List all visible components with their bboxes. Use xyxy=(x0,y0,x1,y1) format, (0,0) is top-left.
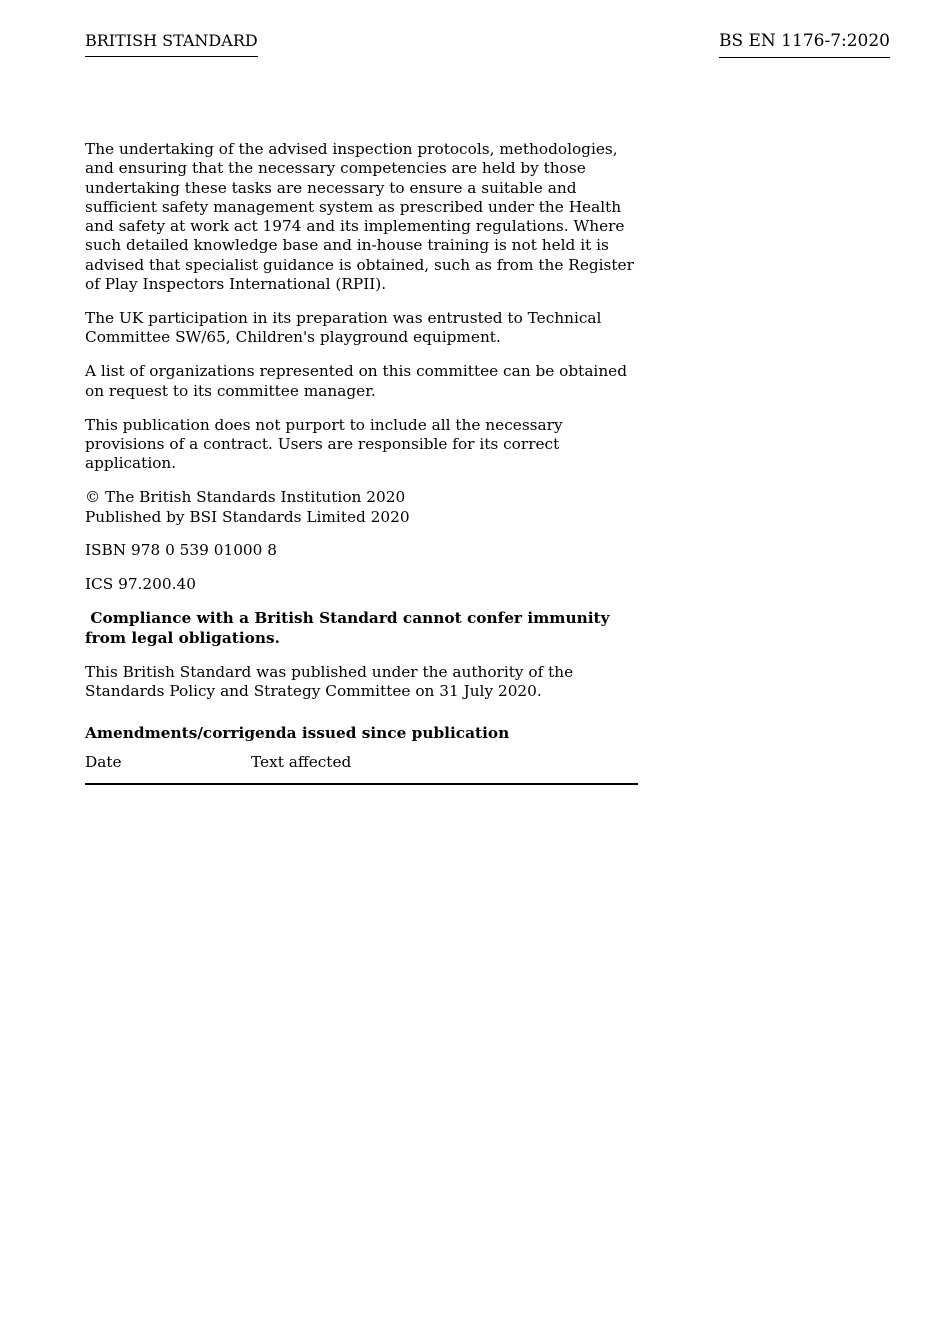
compliance-text: Compliance with a British Standard cannot confer immunity from legal obligations. xyxy=(85,609,610,647)
compliance-notice xyxy=(85,609,640,648)
paragraph-contract-provisions: This publication does not purport to include all the necessary provisions of a contract. Users are responsible for its correct application. xyxy=(85,415,563,473)
paragraph-uk-participation: The UK participation in its preparation was entrusted to Technical Committee SW/65, Children's playground equipment. xyxy=(85,309,602,347)
authority-statement: This British Standard was published under the authority of the Standards Policy and Strategy Committee on 31 July 2020. xyxy=(85,662,574,701)
amendments-table xyxy=(85,753,638,785)
amendments-text-header: Text affected xyxy=(251,752,352,771)
document-body xyxy=(85,140,640,785)
copyright-block xyxy=(85,488,640,527)
publisher-line: Published by BSI Standards Limited 2020 xyxy=(85,507,410,526)
header-standard-number: BS EN 1176-7:2020 xyxy=(719,31,890,58)
paragraph-inspection: The undertaking of the advised inspection protocols, methodologies, and ensuring that the necessary competencies are held by those undertaking these tasks are necessary to ensure a suitable and sufficient safety management system as prescribed under the Health and safety at work act 1974 and its implementing regulations. Where such detailed knowledge base and in-house training is not held it is advised that specialist guidance is obtained, such as from the Register of Play Inspectors International (RPII). xyxy=(85,140,634,294)
ics-code: ICS 97.200.40 xyxy=(85,575,196,594)
paragraph-committee-list: A list of organizations represented on this committee can be obtained on request to its committee manager. xyxy=(85,362,628,400)
amendments-date-header: Date xyxy=(85,752,122,771)
isbn: ISBN 978 0 539 01000 8 xyxy=(85,541,277,560)
header-left-label: BRITISH STANDARD xyxy=(85,31,258,57)
amendments-title: Amendments/corrigenda issued since publication xyxy=(85,724,510,743)
copyright-line: © The British Standards Institution 2020 xyxy=(85,488,406,507)
